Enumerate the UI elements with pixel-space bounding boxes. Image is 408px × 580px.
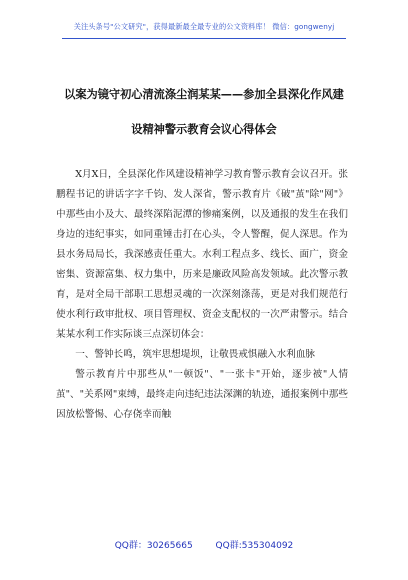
header-divider xyxy=(62,38,346,39)
footer xyxy=(0,538,408,551)
paragraph-body-1: 警示教育片中那些从"一顿饭"、"一张卡"开始，逐步被"人情茧"、"关系网"束缚，最终走向违纪违法深渊的轨迹，通报案例中那些因放松警惕、心存侥幸而触 xyxy=(56,369,348,420)
paragraph-heading-1: 一、警钟长鸣，筑牢思想堤坝，让敬畏戒惧融入水利血脉 xyxy=(75,349,316,360)
document-title-line-2: 设精神警示教育会议心得体会 xyxy=(131,123,277,136)
paragraph-intro: X月X日，全县深化作风建设精神学习教育警示教育会议召开。张鹏程书记的讲话字字千钧、发人深省，警示教育片《破"茧"除"网"》中那些由小及大、最终深陷泥潭的惨痛案例，以及通报的发生在我们身边的违纪事实，如同重锤击打在心头，令人警醒，促人深思。作为县水务局局长，我深感责任重大。水利工程点多、线长、面广，资金密集、资源富集、权力集中，历来是廉政风险高发领域。此次警示教育，是对全局干部职工思想灵魂的一次深刻涤荡，更是对我们规范行使水利行政审批权、项目管理权、资金支配权的一次严肃警示。结合某某水利工作实际谈三点深切体会： xyxy=(56,169,348,340)
document-body xyxy=(56,165,348,425)
footer-qq-group-1: QQ群：30265665 xyxy=(114,541,193,551)
document-title-line-1: 以案为镜守初心清流涤尘润某某——参加全县深化作风建 xyxy=(64,88,344,101)
header-note: 关注头条号"公文研究"，获得最新最全最专业的公文资料库！ 微信：gongwenyj xyxy=(73,22,335,31)
footer-qq-group-2: QQ群:535304092 xyxy=(215,541,294,551)
